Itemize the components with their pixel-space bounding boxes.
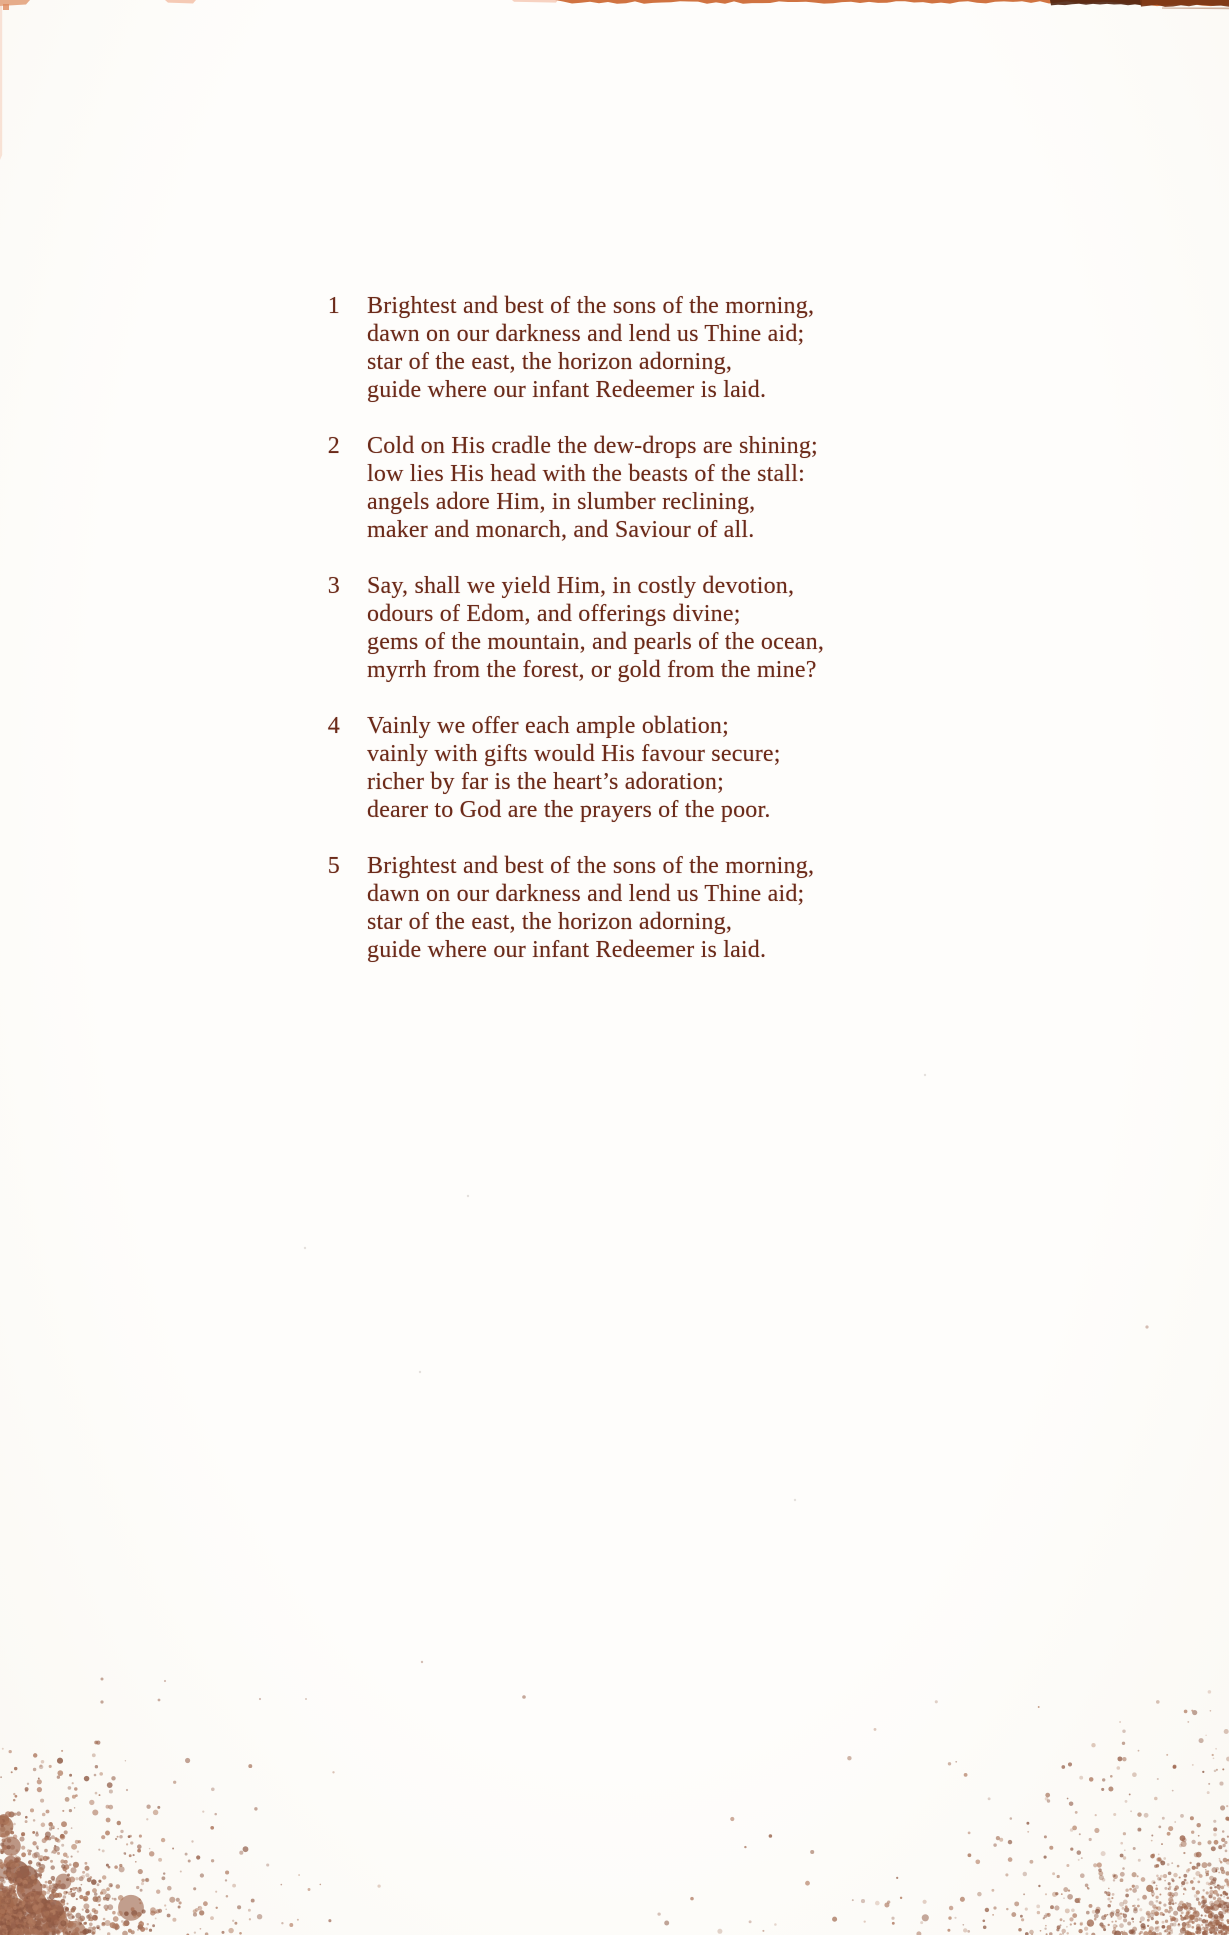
verse-line: star of the east, the horizon adorning, — [367, 909, 733, 935]
verse-line: dawn on our darkness and lend us Thine aid; — [367, 881, 805, 907]
verse — [318, 572, 958, 684]
verse — [318, 712, 958, 824]
verse — [318, 292, 958, 404]
verse-number: 4 — [327, 713, 340, 739]
verse — [318, 432, 958, 544]
verse-line: Brightest and best of the sons of the morning, — [367, 853, 815, 879]
verse-line: richer by far is the heart’s adoration; — [367, 769, 724, 795]
verse-number: 5 — [327, 853, 340, 879]
verse-line: Brightest and best of the sons of the morning, — [367, 293, 815, 319]
verse-number: 3 — [327, 573, 340, 599]
verse-lines — [367, 572, 824, 684]
verse-line: gems of the mountain, and pearls of the ocean, — [367, 629, 825, 655]
verse-line: odours of Edom, and offerings divine; — [367, 601, 741, 627]
verse-line: low lies His head with the beasts of the stall: — [367, 461, 805, 487]
verse-line: star of the east, the horizon adorning, — [367, 349, 733, 375]
verse-lines — [367, 852, 814, 964]
hymn-text — [318, 292, 958, 992]
verse-line: dearer to God are the prayers of the poor. — [367, 797, 771, 823]
verse-number: 1 — [327, 293, 340, 319]
verse-line: Say, shall we yield Him, in costly devotion, — [367, 573, 795, 599]
verse-line: vainly with gifts would His favour secure; — [367, 741, 781, 767]
verse-line: myrrh from the forest, or gold from the mine? — [367, 657, 817, 683]
verse-lines — [367, 292, 814, 404]
verse-line: Cold on His cradle the dew-drops are shining; — [367, 433, 818, 459]
verse-number: 2 — [327, 433, 340, 459]
verse-line: guide where our infant Redeemer is laid. — [367, 937, 767, 963]
verse-line: dawn on our darkness and lend us Thine aid; — [367, 321, 805, 347]
verse-line: angels adore Him, in slumber reclining, — [367, 489, 756, 515]
verse — [318, 852, 958, 964]
verse-line: Vainly we offer each ample oblation; — [367, 713, 729, 739]
verse-line: guide where our infant Redeemer is laid. — [367, 377, 767, 403]
verse-lines — [367, 432, 818, 544]
verse-lines — [367, 712, 781, 824]
verse-line: maker and monarch, and Saviour of all. — [367, 517, 755, 543]
